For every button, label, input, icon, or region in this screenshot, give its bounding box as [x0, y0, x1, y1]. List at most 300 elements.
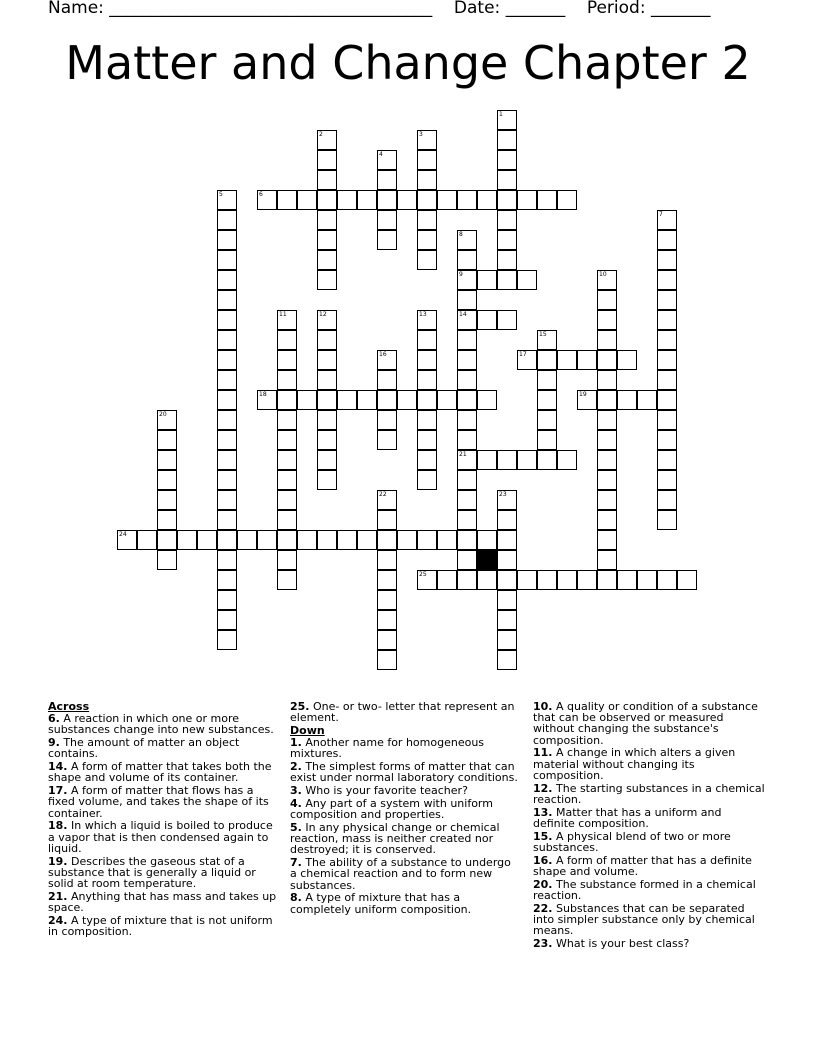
grid-cell[interactable] — [657, 450, 677, 470]
grid-cell[interactable] — [417, 330, 437, 350]
grid-cell[interactable] — [437, 570, 457, 590]
grid-cell[interactable] — [377, 350, 397, 370]
grid-cell[interactable] — [657, 510, 677, 530]
grid-cell[interactable] — [277, 190, 297, 210]
grid-cell[interactable] — [517, 570, 537, 590]
grid-cell[interactable] — [497, 530, 517, 550]
cell-number: 4 — [379, 151, 383, 158]
grid-cell[interactable] — [157, 470, 177, 490]
grid-cell[interactable] — [657, 390, 677, 410]
clue-down — [290, 822, 518, 856]
grid-cell[interactable] — [317, 350, 337, 370]
grid-cell[interactable] — [657, 230, 677, 250]
grid-cell[interactable] — [337, 390, 357, 410]
grid-cell[interactable] — [597, 410, 617, 430]
grid-cell[interactable] — [477, 270, 497, 290]
clue-down — [533, 903, 765, 937]
grid-cell[interactable] — [497, 230, 517, 250]
clue-number: 7. — [290, 856, 302, 870]
grid-cell[interactable] — [437, 530, 457, 550]
grid-cell[interactable] — [657, 310, 677, 330]
clue-down — [533, 807, 765, 829]
grid-cell[interactable] — [217, 630, 237, 650]
grid-cell[interactable] — [337, 530, 357, 550]
period-label: Period: — [586, 0, 646, 18]
cell-number: 7 — [659, 211, 663, 218]
grid-cell[interactable] — [177, 530, 197, 550]
grid-cell[interactable] — [377, 630, 397, 650]
grid-cell[interactable] — [497, 570, 517, 590]
clue-text: What is your best class? — [552, 936, 690, 950]
cell-number: 9 — [459, 271, 463, 278]
grid-cell[interactable] — [577, 570, 597, 590]
grid-cell[interactable] — [217, 230, 237, 250]
grid-cell[interactable] — [537, 330, 557, 350]
grid-cell[interactable] — [597, 390, 617, 410]
grid-cell[interactable] — [517, 190, 537, 210]
grid-cell[interactable] — [277, 490, 297, 510]
clue-across — [48, 915, 282, 937]
grid-cell[interactable] — [257, 530, 277, 550]
grid-cell[interactable] — [457, 470, 477, 490]
clue-text: A form of matter that has a definite shape and volume. — [533, 853, 752, 878]
clue-across — [48, 785, 282, 819]
clue-number: 24. — [48, 913, 68, 927]
grid-cell[interactable] — [657, 490, 677, 510]
clue-number: 12. — [533, 781, 553, 795]
grid-cell[interactable] — [217, 270, 237, 290]
cell-number: 14 — [459, 311, 467, 318]
clues-column-3 — [533, 701, 765, 951]
grid-cell[interactable] — [497, 170, 517, 190]
grid-cell[interactable] — [377, 430, 397, 450]
grid-cell[interactable] — [157, 530, 177, 550]
grid-cell[interactable] — [477, 530, 497, 550]
grid-cell[interactable] — [477, 310, 497, 330]
grid-cell[interactable] — [657, 210, 677, 230]
grid-cell[interactable] — [217, 510, 237, 530]
grid-cell[interactable] — [317, 270, 337, 290]
grid-cell[interactable] — [417, 570, 437, 590]
grid-cell[interactable] — [497, 490, 517, 510]
grid-cell[interactable] — [437, 190, 457, 210]
grid-cell[interactable] — [217, 370, 237, 390]
grid-cell[interactable] — [557, 450, 577, 470]
clues-column-1 — [48, 701, 282, 939]
grid-cell[interactable] — [457, 250, 477, 270]
grid-cell[interactable] — [317, 370, 337, 390]
grid-cell[interactable] — [497, 110, 517, 130]
grid-cell[interactable] — [597, 570, 617, 590]
grid-cell[interactable] — [597, 470, 617, 490]
grid-cell[interactable] — [597, 270, 617, 290]
clue-text: A type of mixture that is not uniform in composition. — [48, 913, 273, 939]
grid-cell[interactable] — [317, 310, 337, 330]
clue-down — [533, 831, 765, 853]
grid-cell[interactable] — [617, 390, 637, 410]
grid-cell[interactable] — [217, 550, 237, 570]
grid-cell[interactable] — [497, 450, 517, 470]
grid-cell[interactable] — [597, 350, 617, 370]
clue-number: 5. — [290, 821, 302, 834]
grid-cell[interactable] — [477, 190, 497, 210]
grid-cell[interactable] — [377, 210, 397, 230]
grid-cell[interactable] — [457, 350, 477, 370]
grid-cell[interactable] — [657, 470, 677, 490]
clue-text: Anything that has mass and takes up space. — [48, 889, 277, 915]
grid-cell[interactable] — [457, 490, 477, 510]
grid-cell[interactable] — [477, 450, 497, 470]
grid-cell[interactable] — [597, 450, 617, 470]
grid-cell[interactable] — [417, 250, 437, 270]
grid-cell[interactable] — [217, 250, 237, 270]
grid-cell[interactable] — [597, 530, 617, 550]
grid-cell[interactable] — [377, 410, 397, 430]
clue-number: 20. — [533, 877, 553, 891]
cell-number: 6 — [259, 191, 263, 198]
cell-number: 23 — [499, 491, 507, 498]
grid-cell[interactable] — [537, 190, 557, 210]
grid-cell[interactable] — [277, 510, 297, 530]
grid-cell[interactable] — [457, 550, 477, 570]
grid-cell[interactable] — [477, 390, 497, 410]
clue-text: A reaction in which one or more substances change into new substances. — [48, 712, 274, 737]
grid-cell[interactable] — [497, 270, 517, 290]
grid-cell[interactable] — [497, 250, 517, 270]
clue-down — [290, 761, 518, 783]
date-blank[interactable]: _______ — [505, 0, 566, 18]
grid-cell[interactable] — [317, 170, 337, 190]
cell-number: 19 — [579, 391, 587, 398]
grid-cell[interactable] — [617, 350, 637, 370]
clue-number: 17. — [48, 784, 68, 798]
grid-cell[interactable] — [597, 510, 617, 530]
grid-cell[interactable] — [217, 430, 237, 450]
clue-text: In which a liquid is boiled to produce a vapor that is then condensed again to liquid. — [48, 819, 273, 855]
grid-cell[interactable] — [677, 570, 697, 590]
grid-cell[interactable] — [497, 190, 517, 210]
grid-cell[interactable] — [497, 630, 517, 650]
grid-cell[interactable] — [277, 470, 297, 490]
grid-cell[interactable] — [597, 550, 617, 570]
grid-cell[interactable] — [537, 350, 557, 370]
grid-cell[interactable] — [217, 470, 237, 490]
grid-cell[interactable] — [417, 130, 437, 150]
grid-cell[interactable] — [137, 530, 157, 550]
grid-cell[interactable] — [537, 570, 557, 590]
clue-text: A form of matter that flows has a fixed volume, and takes the shape of its container. — [48, 784, 269, 820]
grid-cell[interactable] — [457, 190, 477, 210]
grid-cell[interactable] — [377, 610, 397, 630]
grid-cell[interactable] — [497, 130, 517, 150]
grid-cell[interactable] — [617, 570, 637, 590]
grid-cell[interactable] — [557, 570, 577, 590]
grid-cell[interactable] — [217, 350, 237, 370]
grid-cell[interactable] — [517, 450, 537, 470]
grid-cell[interactable] — [417, 470, 437, 490]
grid-cell[interactable] — [297, 530, 317, 550]
grid-cell[interactable] — [457, 450, 477, 470]
grid-cell[interactable] — [377, 370, 397, 390]
grid-cell[interactable] — [377, 550, 397, 570]
grid-cell[interactable] — [457, 290, 477, 310]
grid-cell[interactable] — [537, 410, 557, 430]
grid-cell[interactable] — [417, 210, 437, 230]
grid-cell[interactable] — [217, 390, 237, 410]
grid-cell[interactable] — [477, 570, 497, 590]
name-blank[interactable]: ______________________________________ — [109, 0, 433, 18]
grid-cell[interactable] — [277, 450, 297, 470]
grid-cell[interactable] — [317, 150, 337, 170]
clue-text: The starting substances in a chemical reaction. — [533, 781, 765, 806]
grid-cell[interactable] — [577, 390, 597, 410]
grid-cell[interactable] — [357, 190, 377, 210]
grid-cell[interactable] — [577, 350, 597, 370]
grid-cell[interactable] — [657, 430, 677, 450]
grid-cell[interactable] — [317, 530, 337, 550]
grid-cell[interactable] — [657, 410, 677, 430]
clue-down — [533, 747, 765, 781]
clue-number: 18. — [48, 819, 68, 833]
cell-number: 2 — [319, 131, 323, 138]
grid-cell[interactable] — [557, 350, 577, 370]
grid-cell[interactable] — [377, 230, 397, 250]
grid-cell[interactable] — [417, 410, 437, 430]
grid-cell[interactable] — [457, 330, 477, 350]
grid-cell[interactable] — [657, 570, 677, 590]
grid-cell[interactable] — [537, 450, 557, 470]
grid-cell[interactable] — [417, 190, 437, 210]
period-blank[interactable]: _______ — [650, 0, 711, 18]
grid-cell[interactable] — [317, 410, 337, 430]
grid-cell[interactable] — [417, 390, 437, 410]
grid-cell[interactable] — [317, 450, 337, 470]
grid-cell[interactable] — [457, 370, 477, 390]
grid-cell[interactable] — [217, 530, 237, 550]
grid-cell[interactable] — [357, 530, 377, 550]
cell-number: 10 — [599, 271, 607, 278]
grid-cell[interactable] — [597, 370, 617, 390]
cell-number: 13 — [419, 311, 427, 318]
clue-across — [290, 701, 518, 723]
clue-text: A form of matter that takes both the shape and volume of its container. — [48, 760, 272, 785]
grid-cell[interactable] — [597, 310, 617, 330]
grid-cell[interactable] — [377, 150, 397, 170]
clue-text: The amount of matter an object contains. — [48, 736, 240, 761]
grid-cell[interactable] — [157, 490, 177, 510]
grid-cell[interactable] — [437, 390, 457, 410]
grid-cell[interactable] — [317, 210, 337, 230]
grid-cell[interactable] — [497, 210, 517, 230]
grid-cell[interactable] — [297, 190, 317, 210]
grid-cell[interactable] — [217, 450, 237, 470]
grid-cell[interactable] — [217, 290, 237, 310]
grid-cell[interactable] — [257, 190, 277, 210]
grid-cell[interactable] — [337, 190, 357, 210]
grid-cell[interactable] — [457, 430, 477, 450]
grid-cell[interactable] — [537, 430, 557, 450]
clue-text: A quality or condition of a substance that can be observed or measured without changing the substance's composition. — [533, 700, 758, 747]
grid-cell[interactable] — [377, 490, 397, 510]
grid-cell[interactable] — [557, 190, 577, 210]
grid-cell[interactable] — [497, 590, 517, 610]
grid-cell[interactable] — [497, 310, 517, 330]
clue-text: In any physical change or chemical reaction, mass is neither created nor destroyed; it is conserved. — [290, 821, 500, 857]
grid-cell[interactable] — [317, 430, 337, 450]
grid-cell[interactable] — [417, 310, 437, 330]
grid-cell[interactable] — [457, 530, 477, 550]
clue-down — [290, 798, 518, 820]
grid-cell[interactable] — [457, 390, 477, 410]
grid-cell[interactable] — [217, 330, 237, 350]
grid-cell[interactable] — [537, 370, 557, 390]
clue-down — [533, 855, 765, 877]
grid-cell[interactable] — [217, 210, 237, 230]
grid-cell[interactable] — [277, 390, 297, 410]
grid-cell[interactable] — [277, 310, 297, 330]
grid-cell[interactable] — [597, 430, 617, 450]
clue-number: 8. — [290, 891, 302, 905]
grid-cell[interactable] — [497, 550, 517, 570]
blocked-cell — [477, 550, 497, 570]
grid-cell[interactable] — [457, 510, 477, 530]
grid-cell[interactable] — [377, 650, 397, 670]
grid-cell[interactable] — [417, 370, 437, 390]
grid-cell[interactable] — [597, 290, 617, 310]
grid-cell[interactable] — [277, 370, 297, 390]
grid-cell[interactable] — [517, 350, 537, 370]
down-heading: Down — [290, 724, 325, 737]
clue-text: Substances that can be separated into simpler substance only by chemical means. — [533, 901, 755, 938]
grid-cell[interactable] — [317, 250, 337, 270]
grid-cell[interactable] — [317, 470, 337, 490]
grid-cell[interactable] — [277, 350, 297, 370]
grid-cell[interactable] — [197, 530, 217, 550]
grid-cell[interactable] — [377, 190, 397, 210]
grid-cell[interactable] — [317, 390, 337, 410]
clue-text: The ability of a substance to undergo a chemical reaction and to form new substances. — [290, 856, 511, 892]
grid-cell[interactable] — [657, 270, 677, 290]
grid-cell[interactable] — [597, 330, 617, 350]
page-title: Matter and Change Chapter 2 — [65, 36, 751, 90]
grid-cell[interactable] — [157, 450, 177, 470]
cell-number: 24 — [119, 531, 127, 538]
grid-cell[interactable] — [657, 330, 677, 350]
grid-cell[interactable] — [277, 410, 297, 430]
grid-cell[interactable] — [377, 570, 397, 590]
grid-cell[interactable] — [217, 410, 237, 430]
grid-cell[interactable] — [317, 230, 337, 250]
grid-cell[interactable] — [217, 490, 237, 510]
grid-cell[interactable] — [317, 190, 337, 210]
grid-cell[interactable] — [657, 350, 677, 370]
grid-cell[interactable] — [457, 230, 477, 250]
grid-cell[interactable] — [317, 330, 337, 350]
grid-cell[interactable] — [637, 390, 657, 410]
grid-cell[interactable] — [497, 650, 517, 670]
grid-cell[interactable] — [217, 310, 237, 330]
grid-cell[interactable] — [457, 270, 477, 290]
grid-cell[interactable] — [417, 230, 437, 250]
cell-number: 15 — [539, 331, 547, 338]
grid-cell[interactable] — [457, 410, 477, 430]
grid-cell[interactable] — [417, 430, 437, 450]
grid-cell[interactable] — [397, 390, 417, 410]
grid-cell[interactable] — [597, 490, 617, 510]
grid-cell[interactable] — [497, 610, 517, 630]
grid-cell[interactable] — [417, 350, 437, 370]
grid-cell[interactable] — [277, 570, 297, 590]
grid-cell[interactable] — [157, 550, 177, 570]
clue-text: Matter that has a uniform and definite composition. — [533, 805, 722, 830]
grid-cell[interactable] — [657, 370, 677, 390]
grid-cell[interactable] — [157, 430, 177, 450]
grid-cell[interactable] — [397, 530, 417, 550]
grid-cell[interactable] — [457, 310, 477, 330]
grid-cell[interactable] — [397, 190, 417, 210]
grid-cell[interactable] — [117, 530, 137, 550]
clue-number: 21. — [48, 889, 68, 903]
grid-cell[interactable] — [277, 430, 297, 450]
clue-number: 6. — [48, 712, 60, 726]
grid-cell[interactable] — [277, 550, 297, 570]
clue-across — [48, 891, 282, 913]
grid-cell[interactable] — [217, 610, 237, 630]
clue-text: One- or two- letter that represent an element. — [290, 700, 515, 725]
grid-cell[interactable] — [377, 390, 397, 410]
grid-cell[interactable] — [417, 170, 437, 190]
grid-cell[interactable] — [637, 570, 657, 590]
grid-cell[interactable] — [377, 590, 397, 610]
grid-cell[interactable] — [457, 570, 477, 590]
grid-cell[interactable] — [417, 450, 437, 470]
cell-number: 12 — [319, 311, 327, 318]
grid-cell[interactable] — [657, 250, 677, 270]
grid-cell[interactable] — [377, 510, 397, 530]
cell-number: 17 — [519, 351, 527, 358]
cell-number: 5 — [219, 191, 223, 198]
grid-cell[interactable] — [157, 410, 177, 430]
grid-cell[interactable] — [217, 570, 237, 590]
grid-cell[interactable] — [317, 130, 337, 150]
grid-cell[interactable] — [257, 390, 277, 410]
grid-cell[interactable] — [497, 150, 517, 170]
grid-cell[interactable] — [277, 530, 297, 550]
grid-cell[interactable] — [657, 290, 677, 310]
grid-cell[interactable] — [417, 530, 437, 550]
cell-number: 25 — [419, 571, 427, 578]
grid-cell[interactable] — [377, 530, 397, 550]
clue-text: Any part of a system with uniform composition and properties. — [290, 797, 493, 822]
grid-cell[interactable] — [237, 530, 257, 550]
grid-cell[interactable] — [497, 510, 517, 530]
clue-across — [48, 761, 282, 783]
grid-cell[interactable] — [277, 330, 297, 350]
cell-number: 18 — [259, 391, 267, 398]
grid-cell[interactable] — [517, 270, 537, 290]
grid-cell[interactable] — [217, 190, 237, 210]
clue-number: 4. — [290, 797, 302, 810]
grid-cell[interactable] — [297, 390, 317, 410]
clue-number: 11. — [533, 746, 553, 760]
grid-cell[interactable] — [357, 390, 377, 410]
clue-text: Who is your favorite teacher? — [301, 784, 468, 798]
grid-cell[interactable] — [377, 170, 397, 190]
grid-cell[interactable] — [537, 390, 557, 410]
grid-cell[interactable] — [157, 510, 177, 530]
grid-cell[interactable] — [217, 590, 237, 610]
grid-cell[interactable] — [417, 150, 437, 170]
